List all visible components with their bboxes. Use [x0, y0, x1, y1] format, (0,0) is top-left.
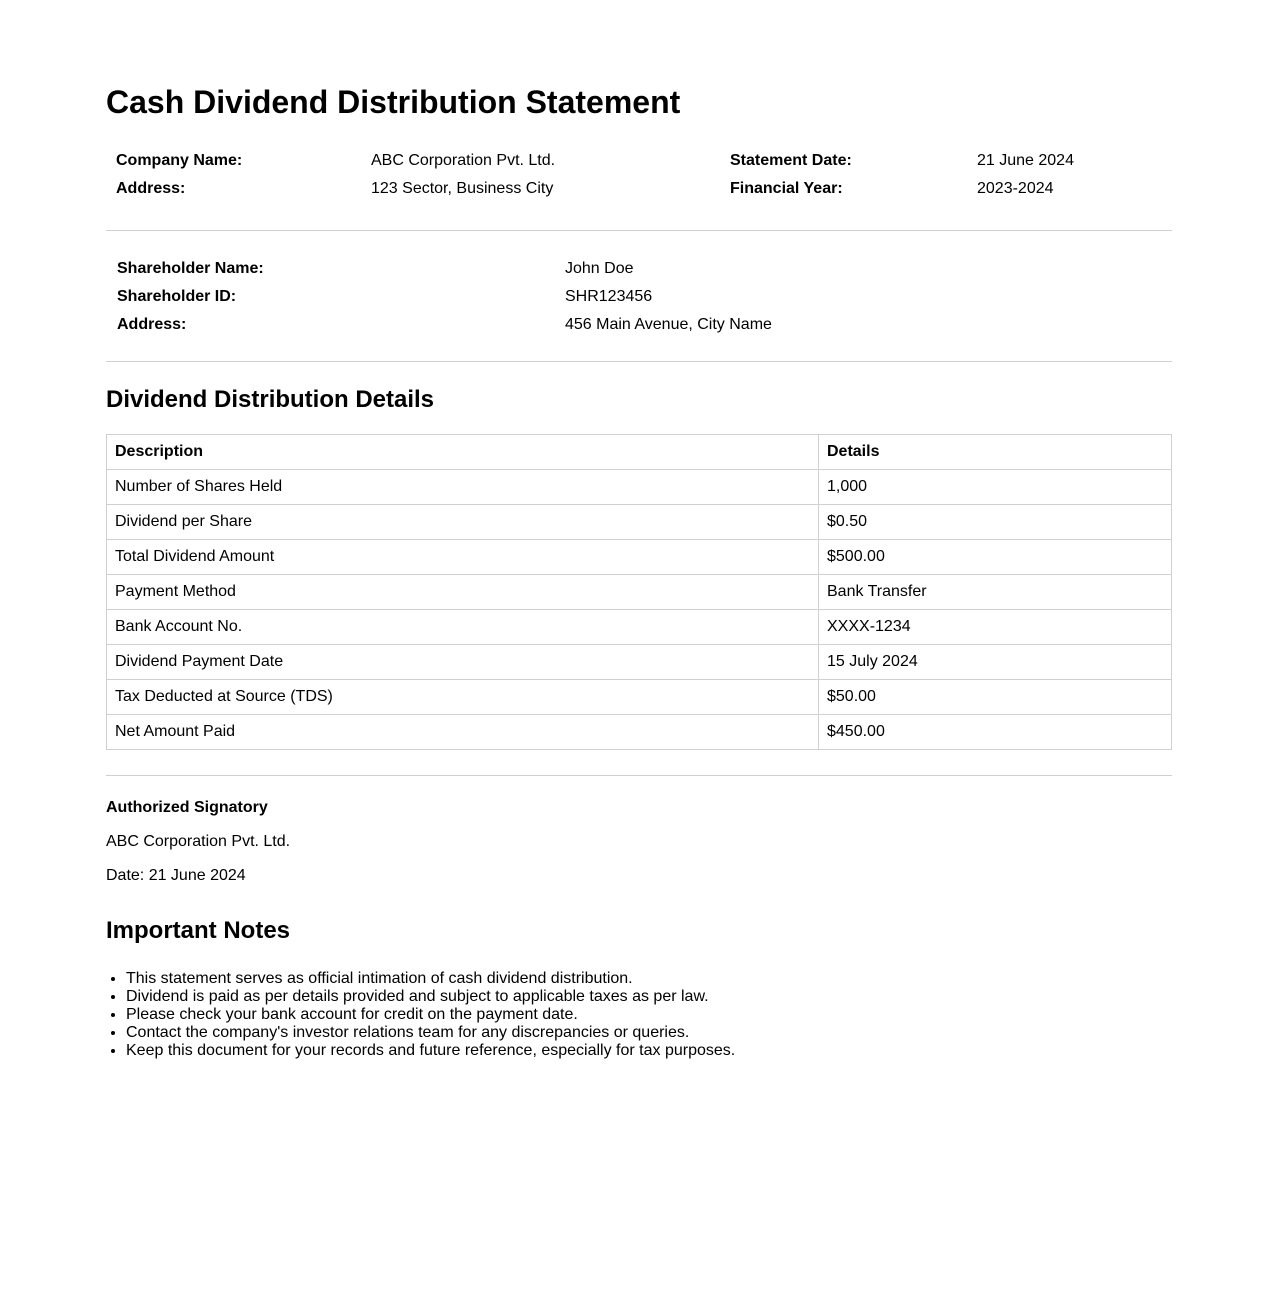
shareholder-name-label: Shareholder Name:	[117, 260, 264, 277]
shareholder-address-value: 456 Main Avenue, City Name	[565, 316, 772, 333]
list-item: • Contact the company's investor relations team for any discrepancies or queries.	[126, 1024, 1172, 1042]
row-description: Number of Shares Held	[107, 470, 819, 505]
shareholder-info	[106, 255, 1172, 339]
table-row	[107, 645, 1172, 680]
shareholder-id-value: SHR123456	[565, 288, 653, 305]
financial-year-value: 2023-2024	[977, 180, 1054, 197]
divider	[106, 230, 1172, 231]
list-item: • Dividend is paid as per details provided and subject to applicable taxes as per law.	[126, 988, 1172, 1006]
row-value: $450.00	[819, 715, 1172, 750]
shareholder-name-value: John Doe	[565, 260, 634, 277]
row-description: Tax Deducted at Source (TDS)	[107, 680, 819, 715]
company-info	[106, 147, 1172, 203]
company-address-value: 123 Sector, Business City	[371, 180, 554, 197]
row-value: 15 July 2024	[819, 645, 1172, 680]
row-value: $0.50	[819, 505, 1172, 540]
table-row	[107, 610, 1172, 645]
row-description: Net Amount Paid	[107, 715, 819, 750]
details-heading: Dividend Distribution Details	[106, 386, 435, 413]
table-row	[107, 715, 1172, 750]
list-item: • Please check your bank account for credit on the payment date.	[126, 1006, 1172, 1024]
dividend-details-table	[106, 434, 1172, 750]
row-description: Bank Account No.	[107, 610, 819, 645]
statement-date-label: Statement Date:	[730, 152, 852, 169]
company-name-value: ABC Corporation Pvt. Ltd.	[371, 152, 556, 169]
statement-page	[106, 0, 1172, 1060]
shareholder-address-label: Address:	[117, 316, 187, 333]
signatory-title: Authorized Signatory	[106, 799, 268, 816]
row-value: XXXX-1234	[819, 610, 1172, 645]
column-header-description: Description	[107, 435, 819, 470]
table-row	[107, 575, 1172, 610]
row-description: Payment Method	[107, 575, 819, 610]
table-row	[107, 680, 1172, 715]
shareholder-id-label: Shareholder ID:	[117, 288, 237, 305]
page-title: Cash Dividend Distribution Statement	[106, 84, 681, 120]
table-row	[107, 470, 1172, 505]
table-row	[107, 505, 1172, 540]
statement-date-value: 21 June 2024	[977, 152, 1074, 169]
divider	[106, 361, 1172, 362]
notes-heading: Important Notes	[106, 917, 291, 944]
signatory-company: ABC Corporation Pvt. Ltd.	[106, 833, 291, 850]
company-name-label: Company Name:	[116, 152, 243, 169]
notes-list	[106, 970, 1172, 1060]
row-description: Dividend Payment Date	[107, 645, 819, 680]
column-header-details: Details	[819, 435, 1172, 470]
divider	[106, 775, 1172, 776]
financial-year-label: Financial Year:	[730, 180, 843, 197]
row-value: Bank Transfer	[819, 575, 1172, 610]
table-header-row	[107, 435, 1172, 470]
signatory-block	[106, 798, 1172, 886]
list-item: • This statement serves as official intimation of cash dividend distribution.	[126, 970, 1172, 988]
company-address-label: Address:	[116, 180, 186, 197]
row-value: $500.00	[819, 540, 1172, 575]
signatory-date: Date: 21 June 2024	[106, 867, 246, 884]
table-row	[107, 540, 1172, 575]
row-value: 1,000	[819, 470, 1172, 505]
row-description: Total Dividend Amount	[107, 540, 819, 575]
row-value: $50.00	[819, 680, 1172, 715]
list-item: • Keep this document for your records and future reference, especially for tax purposes.	[126, 1042, 1172, 1060]
row-description: Dividend per Share	[107, 505, 819, 540]
